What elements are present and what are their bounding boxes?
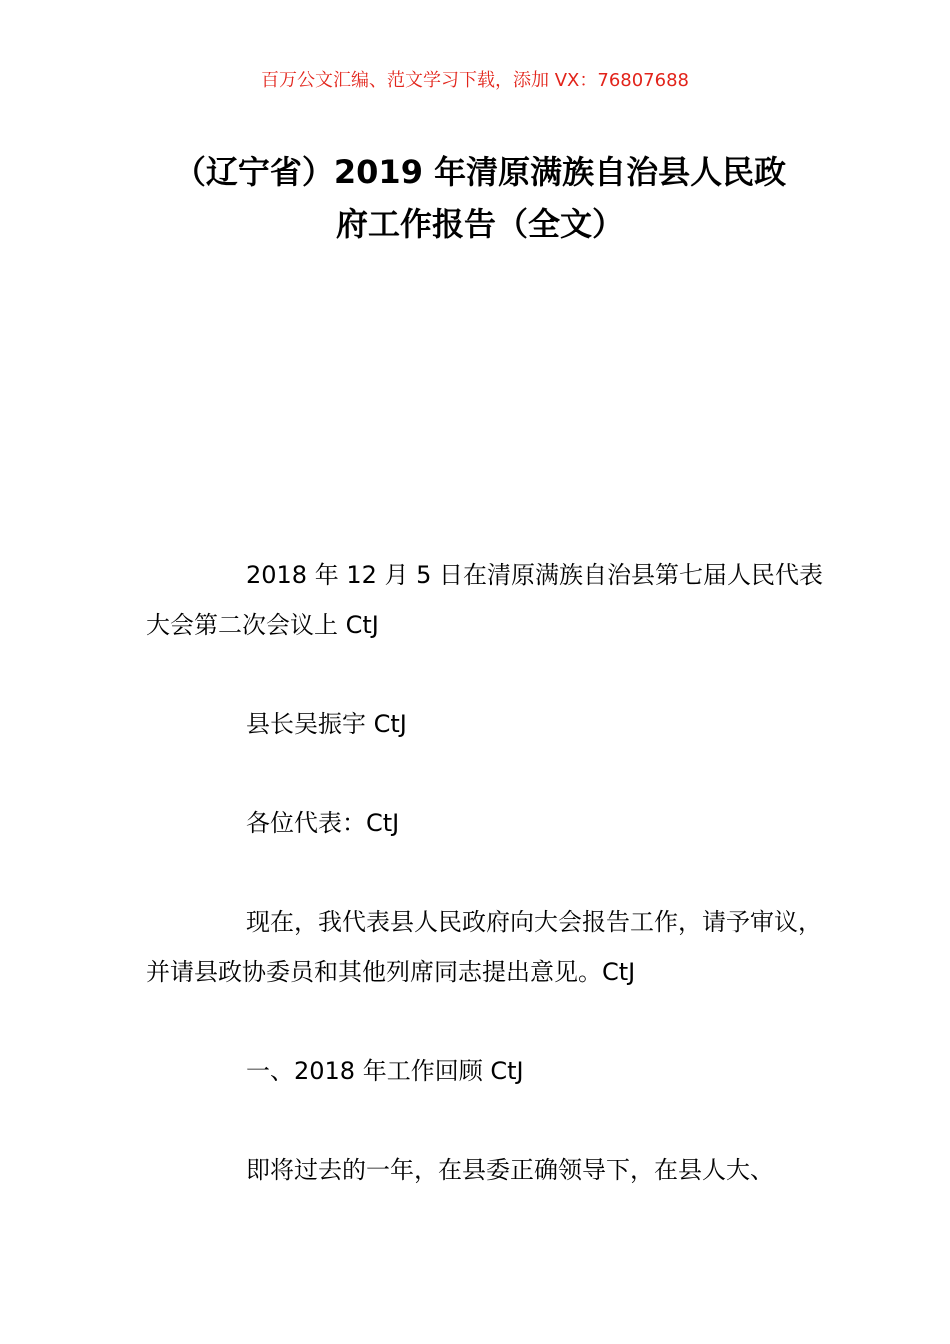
section-heading-review: 一、2018 年工作回顾 CtJ — [246, 1057, 524, 1085]
paragraph-opening: 现在，我代表县人民政府向大会报告工作，请予审议，并请县政协委员和其他列席同志提出意见。CtJ — [146, 908, 822, 986]
paragraph-salutation: 各位代表：CtJ — [246, 809, 400, 837]
paragraph-review-start: 即将过去的一年，在县委正确领导下，在县人大、 — [246, 1156, 774, 1184]
paragraph-speaker: 县长吴振宇 CtJ — [246, 710, 407, 738]
header-note: 百万公文汇编、范文学习下载，添加 VX：76807688 — [261, 70, 689, 91]
title-line-1: （辽宁省）2019 年清原满族自治县人民政 — [173, 153, 787, 191]
title-line-2: 府工作报告（全文） — [335, 205, 624, 243]
document-title — [140, 146, 820, 250]
paragraph-meeting-info: 2018 年 12 月 5 日在清原满族自治县第七届人民代表大会第二次会议上 CtJ — [146, 561, 824, 639]
document-body — [146, 550, 826, 1244]
